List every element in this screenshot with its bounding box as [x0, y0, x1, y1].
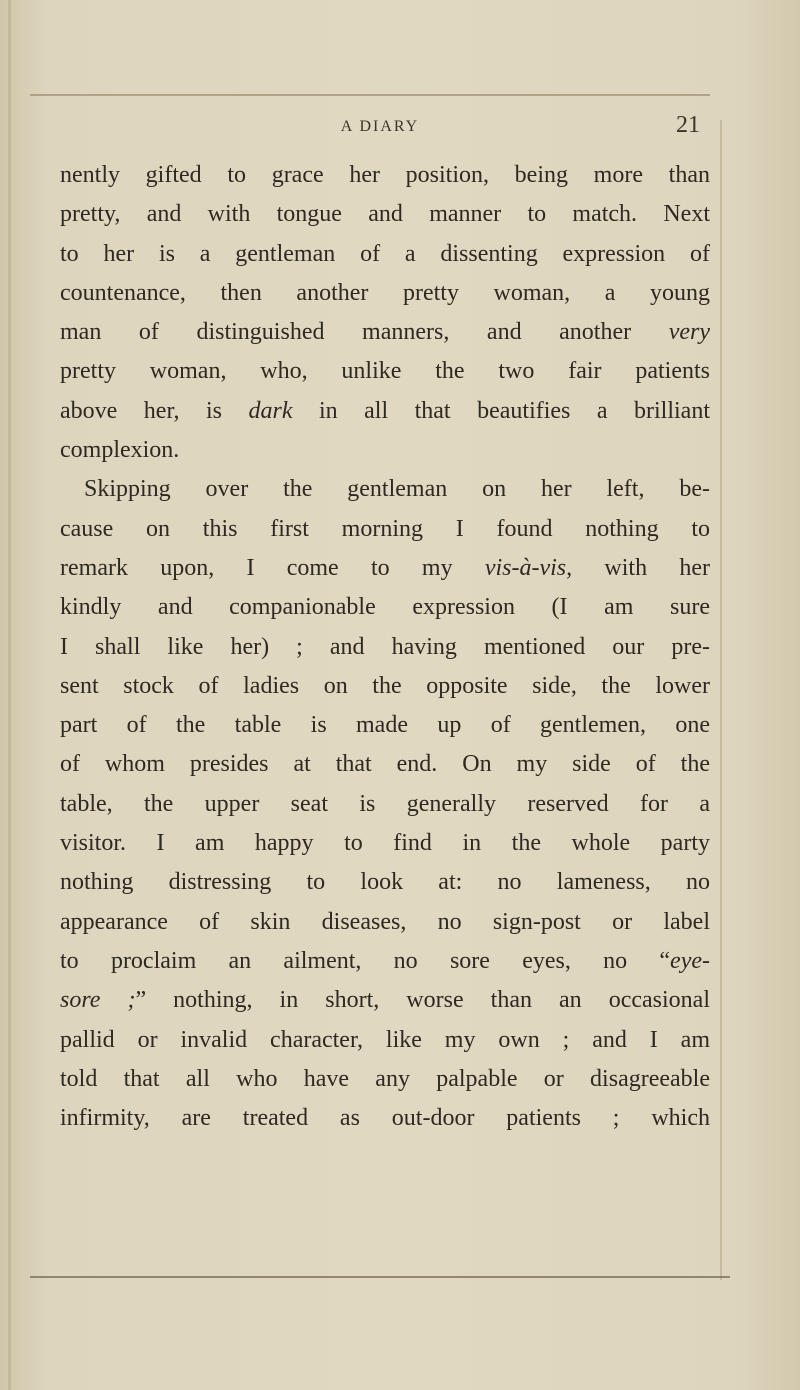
page-number: 21: [676, 112, 700, 138]
text-line: kindly and companionable expression (I am sure: [60, 594, 710, 621]
text-line: nothing distressing to look at: no lameness, no: [60, 869, 710, 896]
text-line: visitor. I am happy to find in the whole party: [60, 830, 710, 857]
text-line: nently gifted to grace her position, being more than: [60, 162, 710, 188]
text-line: pallid or invalid character, like my own ; and I am: [60, 1026, 710, 1053]
text-line: sent stock of ladies on the opposite side, the lower: [60, 672, 710, 699]
text-line: countenance, then another pretty woman, a young: [60, 279, 710, 306]
bottom-rule: [30, 1276, 730, 1278]
text-line: infirmity, are treated as out-door patients ; which: [60, 1105, 710, 1132]
text-line: appearance of skin diseases, no sign-post or label: [60, 908, 710, 935]
text-line: pretty, and with tongue and manner to match. Next: [60, 201, 710, 228]
text-line: remark upon, I come to my vis-à-vis, with her: [60, 554, 710, 581]
text-line: sore ;” nothing, in short, worse than an occasional: [60, 987, 711, 1014]
text-line: I shall like her) ; and having mentioned our pre-: [60, 633, 710, 660]
text-line: to her is a gentleman of a dissenting expression of: [60, 240, 710, 267]
text-line: man of distinguished manners, and another very: [60, 319, 710, 346]
italic-text: eye-: [670, 947, 710, 974]
running-head: A DIARY: [340, 118, 420, 135]
page-right-edge: [720, 120, 722, 1280]
top-rule: [30, 94, 710, 96]
paragraph-start-line: Skipping over the gentleman on her left, be-: [84, 476, 710, 503]
page-left-edge: [8, 0, 11, 1390]
text-line: cause on this first morning I found nothing to: [60, 515, 710, 542]
body-text: [60, 156, 710, 1138]
text-line: told that all who have any palpable or disagreeable: [60, 1065, 710, 1092]
italic-text: dark: [248, 397, 293, 424]
italic-text: vis-à-vis,: [484, 554, 573, 581]
italic-text: sore ;: [60, 987, 136, 1014]
text-line: complexion.: [60, 437, 180, 464]
text-line: to proclaim an ailment, no sore eyes, no “eye-: [60, 947, 710, 974]
text-line: part of the table is made up of gentlemen, one: [60, 712, 710, 739]
text-line: of whom presides at that end. On my side of the: [60, 751, 710, 778]
text-line: table, the upper seat is generally reserved for a: [60, 790, 710, 817]
page-header: [60, 112, 700, 142]
text-line: pretty woman, who, unlike the two fair patients: [60, 358, 710, 385]
italic-text: very: [668, 319, 710, 346]
text-line: above her, is dark in all that beautifies a brilliant: [60, 397, 711, 424]
